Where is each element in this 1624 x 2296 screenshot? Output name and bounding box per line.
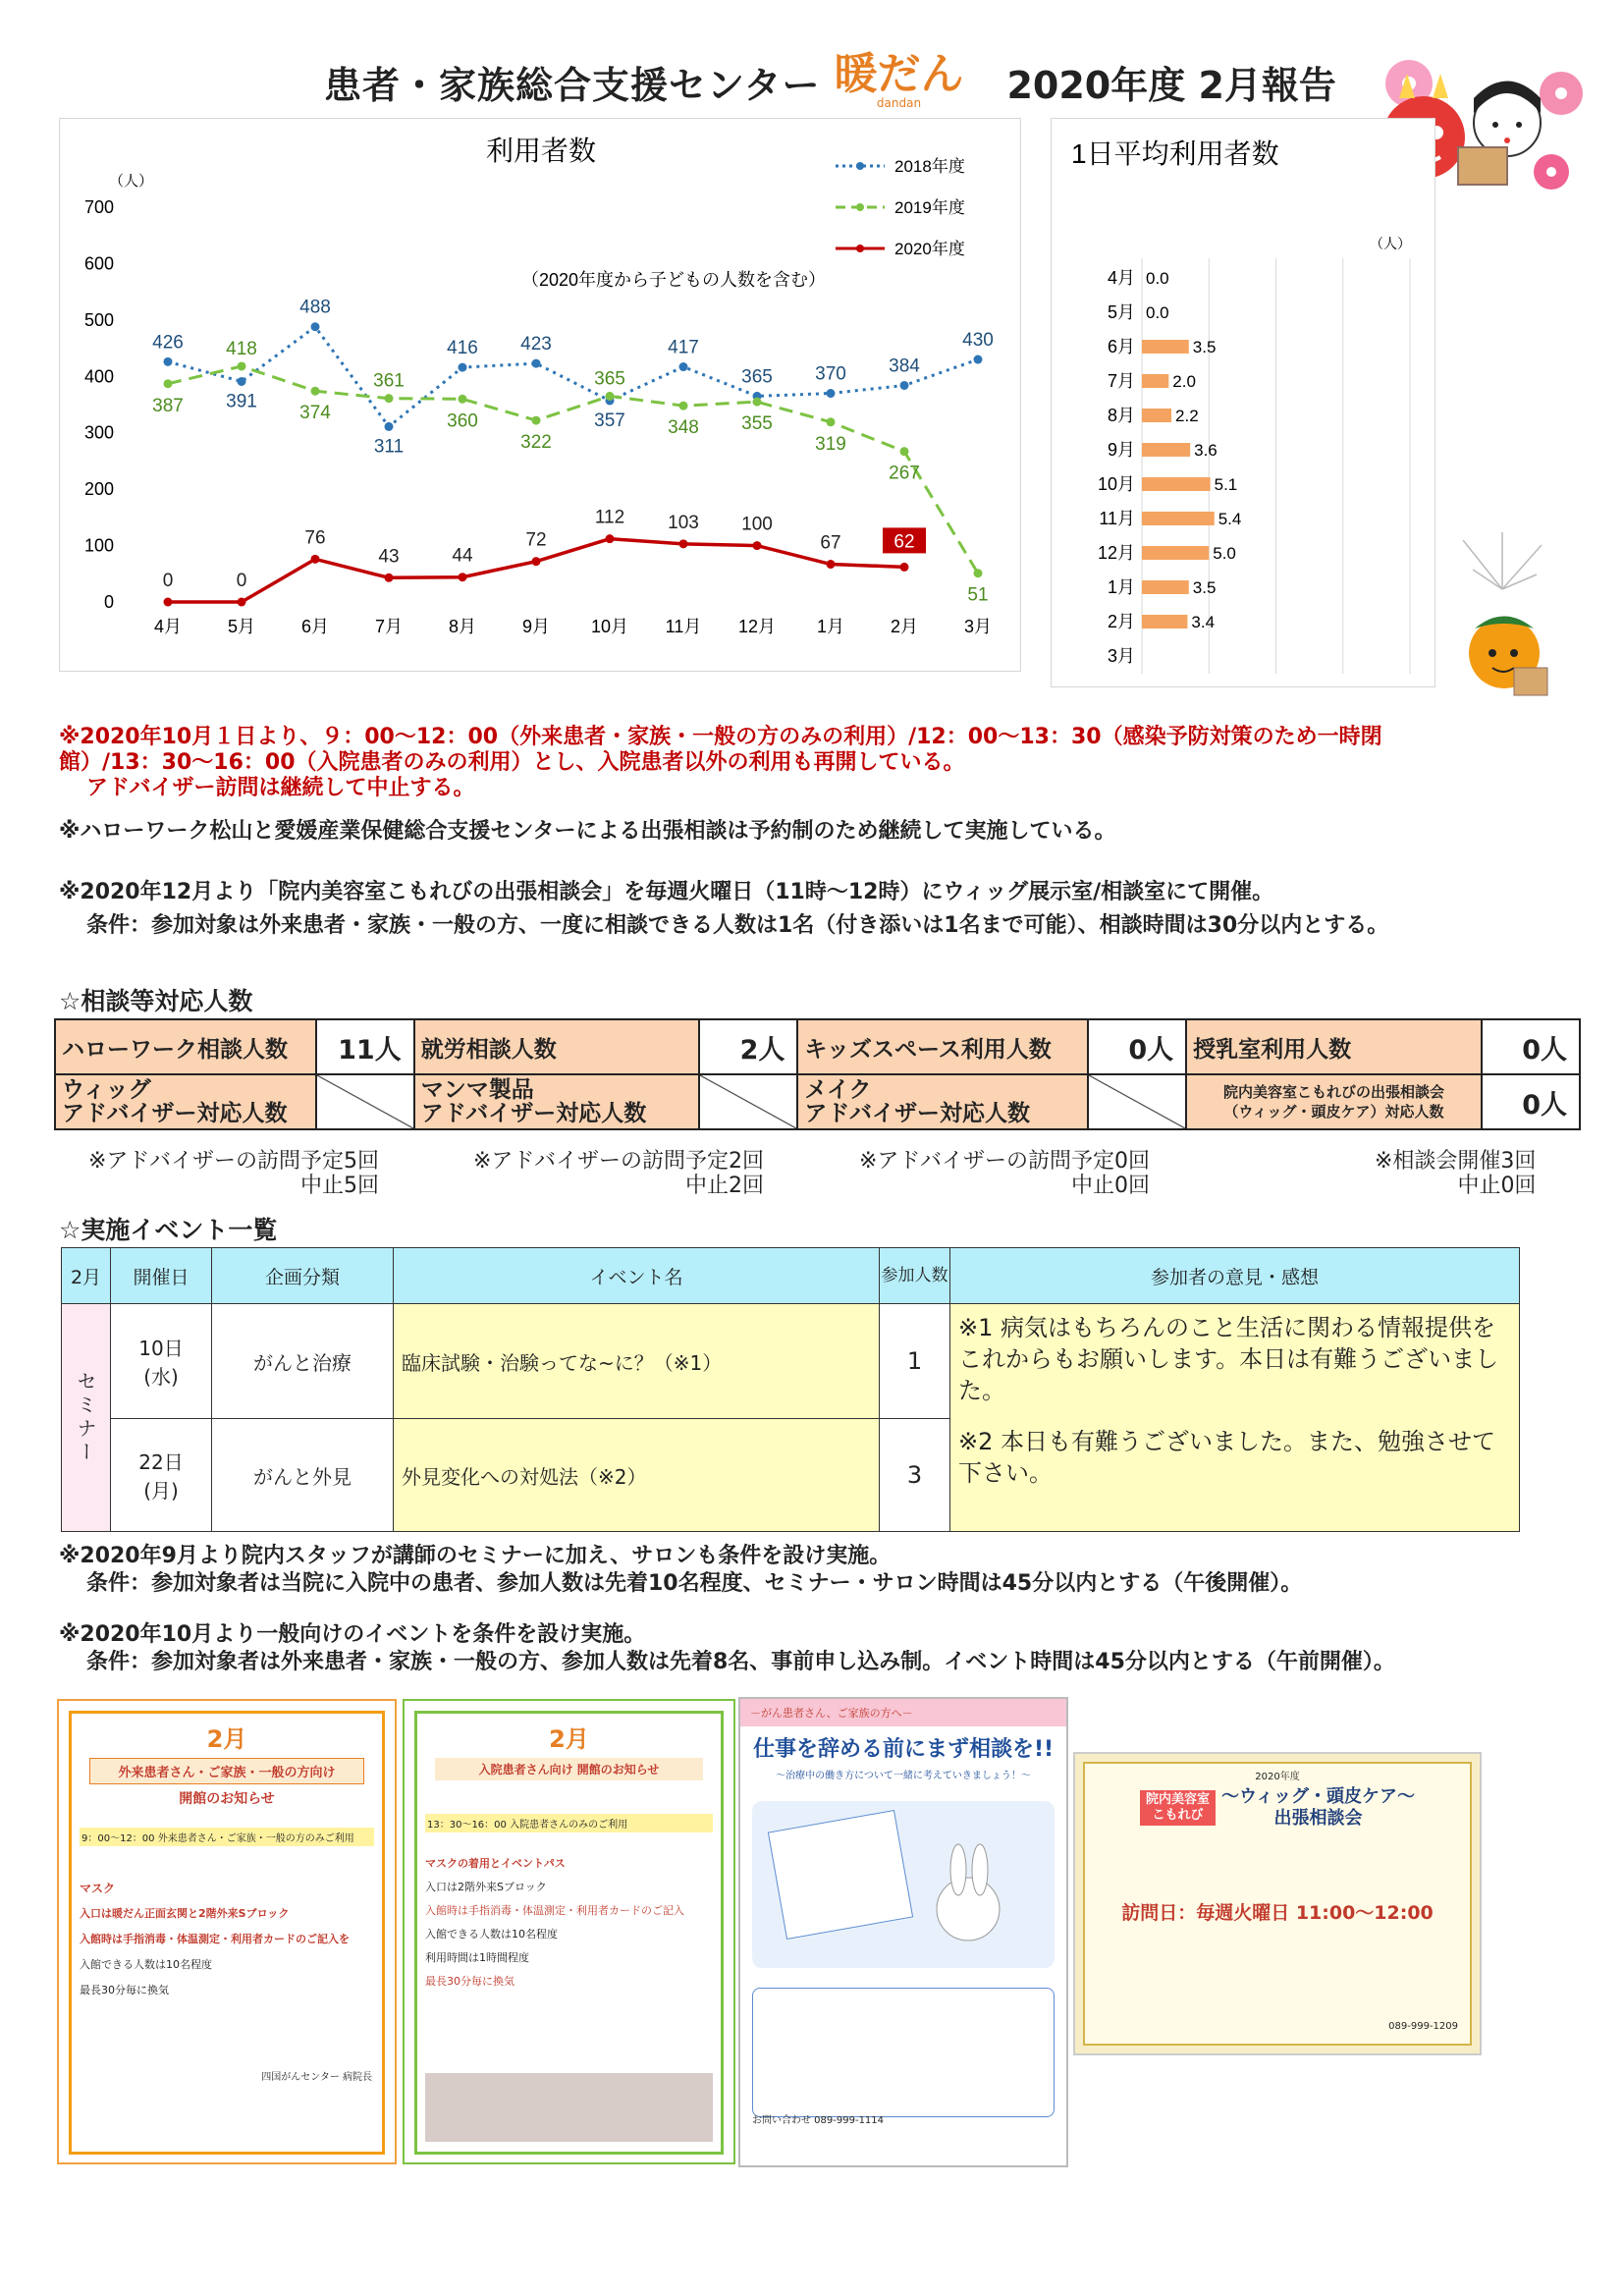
stat-value-empty [1088, 1074, 1186, 1129]
event-count: 1 [880, 1304, 950, 1419]
data-point [385, 422, 394, 431]
col-category: 企画分類 [212, 1248, 394, 1304]
stat-value: 11人 [316, 1019, 414, 1074]
event-date: 22日 (月) [111, 1419, 212, 1532]
data-point [238, 361, 246, 370]
data-label-2020: 0 [236, 571, 247, 591]
data-point [753, 398, 762, 407]
y-tick-label: 12月 [1097, 543, 1135, 563]
data-label-2018: 488 [299, 297, 331, 318]
data-point [311, 555, 320, 564]
data-label-2018: 384 [889, 355, 920, 377]
x-tick-label: 4月 [153, 617, 183, 636]
chart-title: 利用者数 [485, 136, 597, 166]
event-name: 臨床試験・治験ってな~に？（※1） [394, 1304, 880, 1419]
bar [1142, 546, 1209, 560]
data-label-2020: 67 [820, 532, 841, 554]
data-label-2020: 76 [304, 527, 326, 549]
y-tick-label: 0 [103, 592, 114, 612]
data-label-2019: 418 [226, 338, 257, 359]
y-tick-label: 10月 [1097, 474, 1135, 494]
data-label-2019: 387 [152, 395, 184, 416]
data-point [164, 598, 173, 607]
series-line-0 [168, 327, 978, 427]
data-point [164, 379, 173, 388]
data-label-2018: 430 [962, 330, 994, 352]
data-point [385, 574, 394, 582]
x-tick-label: 8月 [448, 617, 477, 636]
stats-row [55, 1019, 1580, 1074]
series-line-1 [168, 363, 978, 574]
data-point [459, 395, 467, 404]
data-label-2018: 365 [741, 366, 773, 388]
data-label-2020: 44 [452, 545, 473, 567]
data-label-2018: 417 [668, 337, 699, 358]
legend-marker [856, 245, 864, 252]
bar-value-label: 3.5 [1192, 578, 1217, 597]
y-tick-label: 700 [83, 197, 114, 217]
data-label-2019: 319 [815, 433, 846, 455]
daily-average-bar-chart [1051, 118, 1435, 687]
data-point [606, 392, 615, 401]
x-tick-label: 1月 [816, 617, 845, 636]
x-axis-unit: （人） [1370, 236, 1411, 251]
col-feedback: 参加者の意見・感想 [950, 1248, 1520, 1304]
stat-label: 授乳室利用人数 [1186, 1019, 1482, 1074]
col-count: 参加人数 [880, 1248, 950, 1304]
data-point [459, 573, 467, 581]
data-label-2020: 100 [741, 514, 773, 535]
x-tick-label: 12月 [737, 617, 777, 636]
bar-value-label: 3.5 [1192, 338, 1217, 356]
stat-value: 0人 [1482, 1074, 1580, 1129]
data-point [238, 377, 246, 386]
poster-work-consult: －がん患者さん、ご家族の方へ－ 仕事を辞める前にまず相談を!! ～治療中の働き方について一緒に考えていきましょう！～ お問い合わせ 089-999-1114 [738, 1697, 1068, 2167]
legend-marker [856, 203, 864, 211]
data-point [827, 389, 836, 398]
chart-title: 1日平均利用者数 [1071, 138, 1279, 169]
bar [1142, 477, 1211, 491]
data-point [385, 394, 394, 403]
bar-value-label: 2.2 [1175, 407, 1199, 425]
bar [1142, 374, 1168, 388]
notice-red-line1: ※2020年10月１日より、９：00～12：00（外来患者・家族・一般の方のみの利用）/12：00～13：30（感染予防対策のため一時閉 [59, 725, 1382, 749]
data-point [532, 416, 541, 425]
legend-label: 2019年度 [894, 198, 965, 217]
data-label-2019: 365 [594, 368, 625, 390]
data-label-2018: 391 [226, 391, 257, 412]
event-row [62, 1304, 1520, 1419]
stat-value-empty [699, 1074, 797, 1129]
poster-salon: 2020年度 院内美容室 こもれび ～ウィッグ・頭皮ケア～ 出張相談会 訪問日：毎週火曜日 11:00～12:00 089-999-1209 [1073, 1752, 1482, 2055]
stat-note: ※アドバイザーの訪問予定2回 中止2回 [473, 1149, 764, 1198]
mascot-illustration [1443, 530, 1561, 717]
data-point [311, 387, 320, 396]
data-label-2020: 0 [162, 571, 174, 591]
data-point [606, 534, 615, 543]
y-tick-label: 7月 [1107, 371, 1135, 391]
data-point [679, 362, 688, 371]
data-label-2018: 311 [373, 436, 405, 458]
data-label-2018: 357 [594, 410, 625, 431]
event-category: がんと治療 [212, 1304, 394, 1419]
y-tick-label: 100 [83, 535, 114, 556]
data-label-2019: 322 [520, 432, 552, 454]
dandan-logo: 暖だん dandan [834, 49, 964, 110]
y-tick-label: 300 [83, 422, 114, 443]
event-count: 3 [880, 1419, 950, 1532]
stat-value: 0人 [1088, 1019, 1186, 1074]
data-label-2020: 112 [594, 507, 625, 528]
col-month: 2月 [62, 1248, 111, 1304]
stat-label: ハローワーク相談人数 [55, 1019, 316, 1074]
page-header [324, 49, 1336, 110]
stat-label: マンマ製品 アドバイザー対応人数 [414, 1074, 700, 1129]
data-point [974, 355, 983, 364]
x-tick-label: 11月 [665, 617, 702, 636]
bar-value-label: 0.0 [1146, 269, 1169, 288]
y-tick-label: 1月 [1107, 577, 1135, 597]
bar [1142, 409, 1171, 422]
stat-value-empty [316, 1074, 414, 1129]
data-label-2019: 51 [967, 584, 989, 606]
data-label-2018: 426 [152, 332, 184, 354]
notice-salon-line2: 条件：参加対象は外来患者・家族・一般の方、一度に相談できる人数は1名（付き添いは1名まで可能）、相談時間は30分以内とする。 [86, 913, 1389, 938]
stat-value: 2人 [699, 1019, 797, 1074]
y-tick-label: 4月 [1107, 268, 1135, 288]
data-point [827, 417, 836, 426]
event-date: 10日 (水) [111, 1304, 212, 1419]
stat-note: ※アドバイザーの訪問予定5回 中止5回 [88, 1149, 379, 1198]
chart-note: （2020年度から子どもの人数を含む） [520, 270, 827, 290]
data-label-2019: 348 [668, 417, 699, 439]
y-tick-label: 600 [83, 253, 114, 274]
note-seminar-line2: 条件：参加対象者は当院に入院中の患者、参加人数は先着10名程度、セミナー・サロン時間は45分以内とする（午後開催）。 [86, 1571, 1303, 1596]
note-general-line1: ※2020年10月より一般向けのイベントを条件を設け実施。 [59, 1622, 646, 1647]
data-label-2019: 361 [373, 370, 405, 392]
bar-value-label: 2.0 [1172, 372, 1196, 391]
data-label-2019: 374 [299, 403, 331, 424]
x-tick-label: 2月 [890, 617, 919, 636]
stat-value: 0人 [1482, 1019, 1580, 1074]
col-date: 開催日 [111, 1248, 212, 1304]
visitor-line-chart [59, 118, 1021, 672]
y-tick-label: 400 [83, 366, 114, 387]
bar [1142, 443, 1190, 457]
data-label-2020: 62 [893, 531, 915, 553]
bar [1142, 615, 1187, 629]
data-point [827, 560, 836, 569]
photo-placeholder [425, 2073, 713, 2142]
y-tick-label: 200 [83, 479, 114, 500]
bar-value-label: 0.0 [1146, 303, 1169, 322]
data-label-2019: 360 [447, 410, 478, 432]
stat-label: 就労相談人数 [414, 1019, 700, 1074]
x-tick-label: 5月 [227, 617, 256, 636]
stat-label: メイク アドバイザー対応人数 [797, 1074, 1088, 1129]
x-tick-label: 3月 [963, 617, 993, 636]
bar-value-label: 5.4 [1218, 510, 1242, 528]
legend-label: 2020年度 [894, 240, 965, 258]
col-event-name: イベント名 [394, 1248, 880, 1304]
x-tick-label: 7月 [374, 617, 404, 636]
note-general-line2: 条件：参加対象者は外来患者・家族・一般の方、参加人数は先着8名、事前申し込み制。イベント時間は45分以内とする（午前開催）。 [86, 1650, 1395, 1674]
page-title: 患者・家族総合支援センター [324, 63, 821, 107]
data-label-2020: 72 [525, 529, 547, 551]
stat-label: ウィッグ アドバイザー対応人数 [55, 1074, 316, 1129]
data-point [900, 563, 909, 572]
data-point [164, 357, 173, 366]
y-tick-label: 5月 [1107, 302, 1135, 322]
event-name: 外見変化への対処法（※2） [394, 1419, 880, 1532]
bar-value-label: 3.6 [1194, 441, 1218, 460]
data-point [900, 447, 909, 456]
stat-note: ※アドバイザーの訪問予定0回 中止0回 [859, 1149, 1150, 1198]
note-seminar-line1: ※2020年9月より院内スタッフが講師のセミナーに加え、サロンも条件を設け実施。 [59, 1544, 892, 1568]
data-point [753, 541, 762, 550]
stat-note: ※相談会開催3回 中止0回 [1375, 1149, 1537, 1198]
poster-inpatient: 2月 入院患者さん向け 開館のお知らせ 13：30～16：00 入院患者さんのみのご利用 マスクの着用とイベントパス 入口は2階外来Sブロック 入館時は手指消毒・体温測定・利用者カードのご記入 入館できる人数は10名程度 利用時間は1時間程度 最長30分毎に換気 [403, 1699, 735, 2164]
bar [1142, 340, 1189, 354]
bar-value-label: 5.0 [1213, 544, 1236, 563]
data-point [900, 381, 909, 390]
y-tick-label: 500 [83, 309, 114, 330]
stats-section-title: ☆相談等対応人数 [59, 987, 253, 1015]
notice-red-line2: 館）/13：30～16：00（入院患者のみの利用）とし、入院患者以外の利用も再開している。 [59, 750, 965, 775]
data-point [974, 569, 983, 577]
data-point [679, 539, 688, 548]
data-label-2019: 267 [889, 463, 920, 484]
events-header-row [62, 1248, 1520, 1304]
masu-box-icon [1458, 147, 1507, 185]
x-tick-label: 6月 [300, 617, 330, 636]
bar-value-label: 3.4 [1191, 613, 1216, 631]
data-label-2020: 43 [378, 546, 400, 568]
bar-value-label: 5.1 [1214, 475, 1238, 494]
stats-table [54, 1018, 1581, 1130]
event-feedback: ※1 病気はもちろんのこと生活に関わる情報提供をこれからもお願いします。本日は有難うございました。 ※2 本日も有難うございました。また、勉強させて下さい。 [950, 1304, 1520, 1532]
stat-label: 院内美容室こもれびの出張相談会 （ウィッグ・頭皮ケア）対応人数 [1186, 1074, 1482, 1129]
data-point [532, 359, 541, 368]
data-point [679, 402, 688, 410]
data-point [532, 557, 541, 566]
data-point [459, 363, 467, 372]
y-tick-label: 2月 [1107, 612, 1135, 631]
x-tick-label: 9月 [521, 617, 551, 636]
legend-marker [856, 162, 864, 170]
notice-red-line3: アドバイザー訪問は継続して中止する。 [86, 776, 475, 800]
bar [1142, 512, 1215, 525]
y-tick-label: 3月 [1107, 646, 1135, 666]
y-tick-label: 6月 [1107, 337, 1135, 356]
events-section-title: ☆実施イベント一覧 [59, 1216, 278, 1244]
illustration-placeholder [752, 1801, 1055, 1968]
legend-label: 2018年度 [894, 157, 965, 176]
event-group-label: セミナー [62, 1304, 111, 1532]
data-point [311, 322, 320, 331]
data-point [238, 598, 246, 607]
events-table [61, 1247, 1520, 1532]
poster-outpatient: 2月 外来患者さん・ご家族・一般の方向け 開館のお知らせ 9：00～12：00 外来患者さん・ご家族・一般の方のみご利用 マスク 入口は暖だん正面玄関と2階外来Sブロック 入館時は手指消毒・体温測定・利用者カードのご記入を 入館できる人数は10名程度 最長30分毎に換気 四国がんセンター 病院長 [57, 1699, 397, 2164]
stat-label: キッズスペース利用人数 [797, 1019, 1088, 1074]
y-tick-label: 8月 [1107, 406, 1135, 425]
data-label-2018: 423 [520, 334, 552, 355]
stats-row [55, 1074, 1580, 1129]
event-category: がんと外見 [212, 1419, 394, 1532]
data-label-2020: 103 [668, 512, 699, 533]
data-label-2018: 370 [815, 363, 846, 385]
y-axis-unit: （人） [109, 173, 154, 190]
bar [1142, 580, 1189, 594]
data-label-2018: 416 [447, 338, 478, 359]
x-tick-label: 10月 [590, 617, 629, 636]
y-tick-label: 9月 [1107, 440, 1135, 460]
notice-salon-line1: ※2020年12月より「院内美容室こもれびの出張相談会」を毎週火曜日（11時～12時）にウィッグ展示室/相談室にて開催。 [59, 880, 1274, 904]
report-period: 2020年度 2月報告 [1006, 63, 1336, 107]
y-tick-label: 11月 [1099, 509, 1135, 528]
data-label-2019: 355 [741, 413, 773, 435]
notice-hellowork: ※ハローワーク松山と愛媛産業保健総合支援センターによる出張相談は予約制のため継続して実施している。 [59, 819, 1116, 844]
